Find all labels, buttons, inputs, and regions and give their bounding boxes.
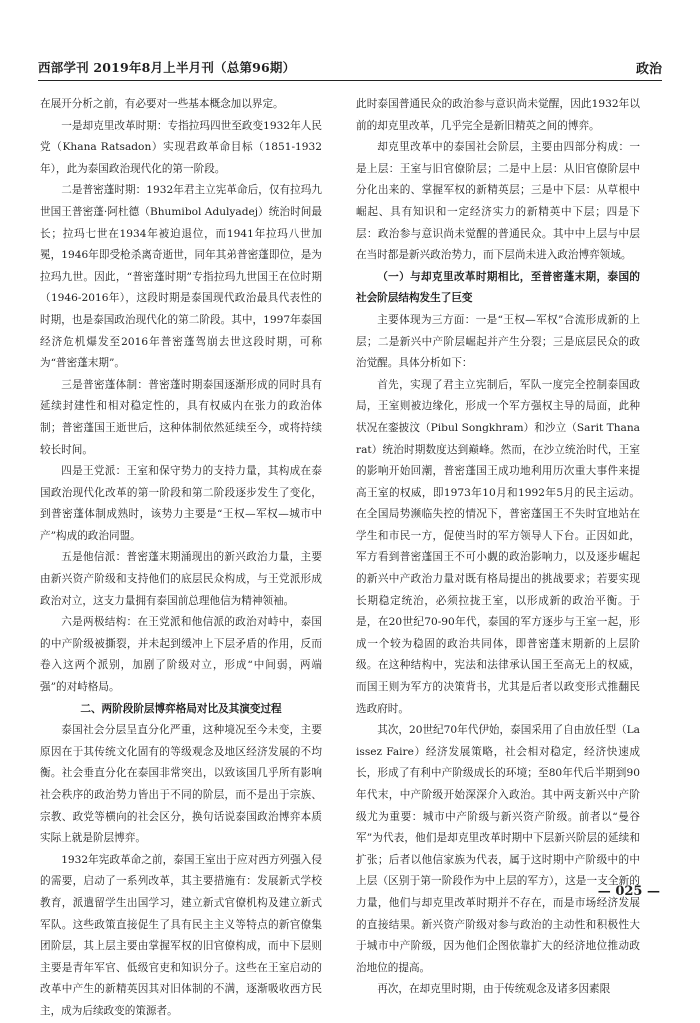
paragraph: 泰国社会分层呈直分化严重，这种境况至今未变，主要原因在于其传统文化固有的等级观念及地区经济发展的不均衡。社会垂直分化在泰国非常突出，以致该国几乎所有影响社会秩序的政治势力皆出于不同的阶层，而不是出于宗族、宗教、政党等横向的社会区分，换句话说泰国政治博弈本质实际上就是阶层博弈。: [40, 724, 322, 845]
paragraph: 主要体现为三方面：一是“王权—军权”合流形成新的上层；二是新兴中产阶层崛起并产生分裂；三是底层民众的政治觉醒。具体分析如下：: [356, 313, 640, 370]
paragraph: 一是却克里改革时期：专指拉玛四世至政变1932年人民党（Khana Ratsadon）实现君政革命目标（1851-1932年），此为泰国政治现代化的第一阶段。: [40, 119, 322, 175]
paragraph: 在展开分析之前，有必要对一些基本概念加以界定。: [40, 98, 284, 110]
paragraph: 其次，20世纪70年代伊始，泰国采用了自由放任型（Laissez Faire）经济发展策略，社会相对稳定，经济快速成长，形成了有利中产阶级成长的环境；至80年代后半期到90年代末，中产阶级开始深深介入政治。其中两支新兴中产阶级尤为重要：城市中产阶级与新兴资产阶级。前者以“曼谷军”为代表，他们是却克里改革时期中下层新兴阶层的延续和扩张；后者以他信家族为代表，属于这时期中产阶级中的中上层（区别于第一阶段作为中上层的军方），这是一支全新的力量，他们与却克里改革时期并不存在，而是市场经济发展的直接结果。新兴资产阶级对参与政治的主动性和积极性大于城市中产阶级，因为他们企图依靠扩大的经济地位推动政治地位的提高。: [356, 724, 640, 974]
paragraph: 却克里改革中的泰国社会阶层，主要由四部分构成：一是上层：王室与旧官僚阶层；二是中上层：从旧官僚阶层中分化出来的、掌握军权的新精英层；三是中下层：从草根中崛起、具有知识和一定经济实力的新精英中下层；四是下层：政治参与意识尚未觉醒的普通民众。其中中上层与中层在当时都是新兴政治势力，而下层尚未进入政治博弈领域。: [356, 141, 640, 262]
paragraph: 二是普密蓬时期：1932年君主立宪革命后，仅有拉玛九世国王普密蓬·阿杜德（Bhumibol Adulyadej）统治时间最长；拉玛七世在1934年被迫退位，而1941年拉玛八世加冕，1946年即受枪杀离奇逝世，同年其弟普密蓬即位，是为拉玛九世。因此，“普密蓬时期”专指拉玛九世国王在位时期（1946-2016年），这段时期是泰国现代政治最具代表性的时期，也是泰国政治现代化的第二阶段。其中，1997年泰国经济危机爆发至2016年普密蓬驾崩去世这段时期，可称为“普密蓬末期”。: [40, 184, 322, 370]
paragraph: 此时泰国普通民众的政治参与意识尚未觉醒，因此1932年以前的却克里改革，几乎完全是新旧精英之间的博弈。: [356, 98, 640, 132]
paragraph: 再次，在却克里时期，由于传统观念及诸多因素限: [377, 983, 611, 996]
section-heading: 二、两阶段阶层博弈格局对比及其演变过程: [80, 702, 282, 715]
header-rule: [38, 80, 662, 81]
paragraph: 四是王党派：王室和保守势力的支持力量，其构成在泰国政治现代化改革的第一阶段和第二阶段逐步发生了变化，到普密蓬体制成熟时，该势力主要是“王权—军权—城市中产”构成的政治同盟。: [40, 465, 322, 542]
journal-title: 西部学刊 2019年8月上半月刊（总第96期）: [38, 60, 296, 75]
paragraph: 五是他信派：普密蓬末期涌现出的新兴政治力量，主要由新兴资产阶级和支持他们的底层民众构成，与王党派形成政治对立，这支力量拥有泰国前总理他信为精神领袖。: [40, 551, 322, 607]
right-column: [356, 94, 640, 1001]
paragraph: 六是两极结构：在王党派和他信派的政治对峙中，泰国的中产阶级被撕裂，并未起到缓冲上下层矛盾的作用，反而卷入这两个派别，加剧了阶级对立，形成“中间弱，两端强”的对峙格局。: [40, 616, 322, 694]
paragraph: 首先，实现了君主立宪制后，军队一度完全控制泰国政局，王室则被边缘化，形成一个军方强权主导的局面，此种状况在銮披汶（Pibul Songkhram）和沙立（Sarit Thanarat）统治时期数度达到巅峰。然而，在沙立统治时代，王室的影响开始回潮，普密蓬国王成功地利用历次重大事件来提高王室的权威，即1973年10月和1992年5月的民主运动。在全国局势濒临失控的情况下，普密蓬国王不失时宜地站在学生和市民一方，促使当时的军方领导人下台。正因如此，军方看到普密蓬国王不可小觑的政治影响力，以及逐步崛起的新兴中产政治力量对既有格局提出的挑战要求；若要实现长期稳定统治，必须拉拢王室，以形成新的政治平衡。于是，在20世纪70-90年代，泰国的军方逐步与王室一起，形成一个较为稳固的政治共同体，即普密蓬末期新的上层阶级。在这种结构中，宪法和法律承认国王至高无上的权威，而国王则为军方的决策背书，尤其是后者以政变形式推翻民选政府时。: [356, 378, 640, 715]
page-number: — 025 —: [597, 884, 660, 899]
section-label: 政治: [635, 62, 662, 77]
paragraph: 三是普密蓬体制：普密蓬时期泰国逐渐形成的同时具有延续封建性和相对稳定性的，具有权威内在张力的政治体制；普密蓬国王逝世后，这种体制依然延续至今，或将持续较长时间。: [40, 378, 322, 456]
paragraph: 1932年宪政革命之前，泰国王室出于应对西方列强入侵的需要，启动了一系列改革，其主要措施有：发展新式学校教育，派遣留学生出国学习，建立新式官僚机构及建立新式军队。这些政策直接促生了具有民主主义等特点的新官僚集团阶层，其上层主要由掌握军权的旧官僚构成，而中下层则主要是青年军官、低级官吏和知识分子。这些在王室启动的改革中产生的新精英因其对旧体制的不满，逐渐吸收西方民主，成为后续政变的策源者。: [40, 853, 322, 1017]
subsection-heading: （一）与却克里改革时期相比，至普密蓬末期，泰国的社会阶层结构发生了巨变: [356, 270, 640, 305]
left-column: [40, 94, 322, 1023]
